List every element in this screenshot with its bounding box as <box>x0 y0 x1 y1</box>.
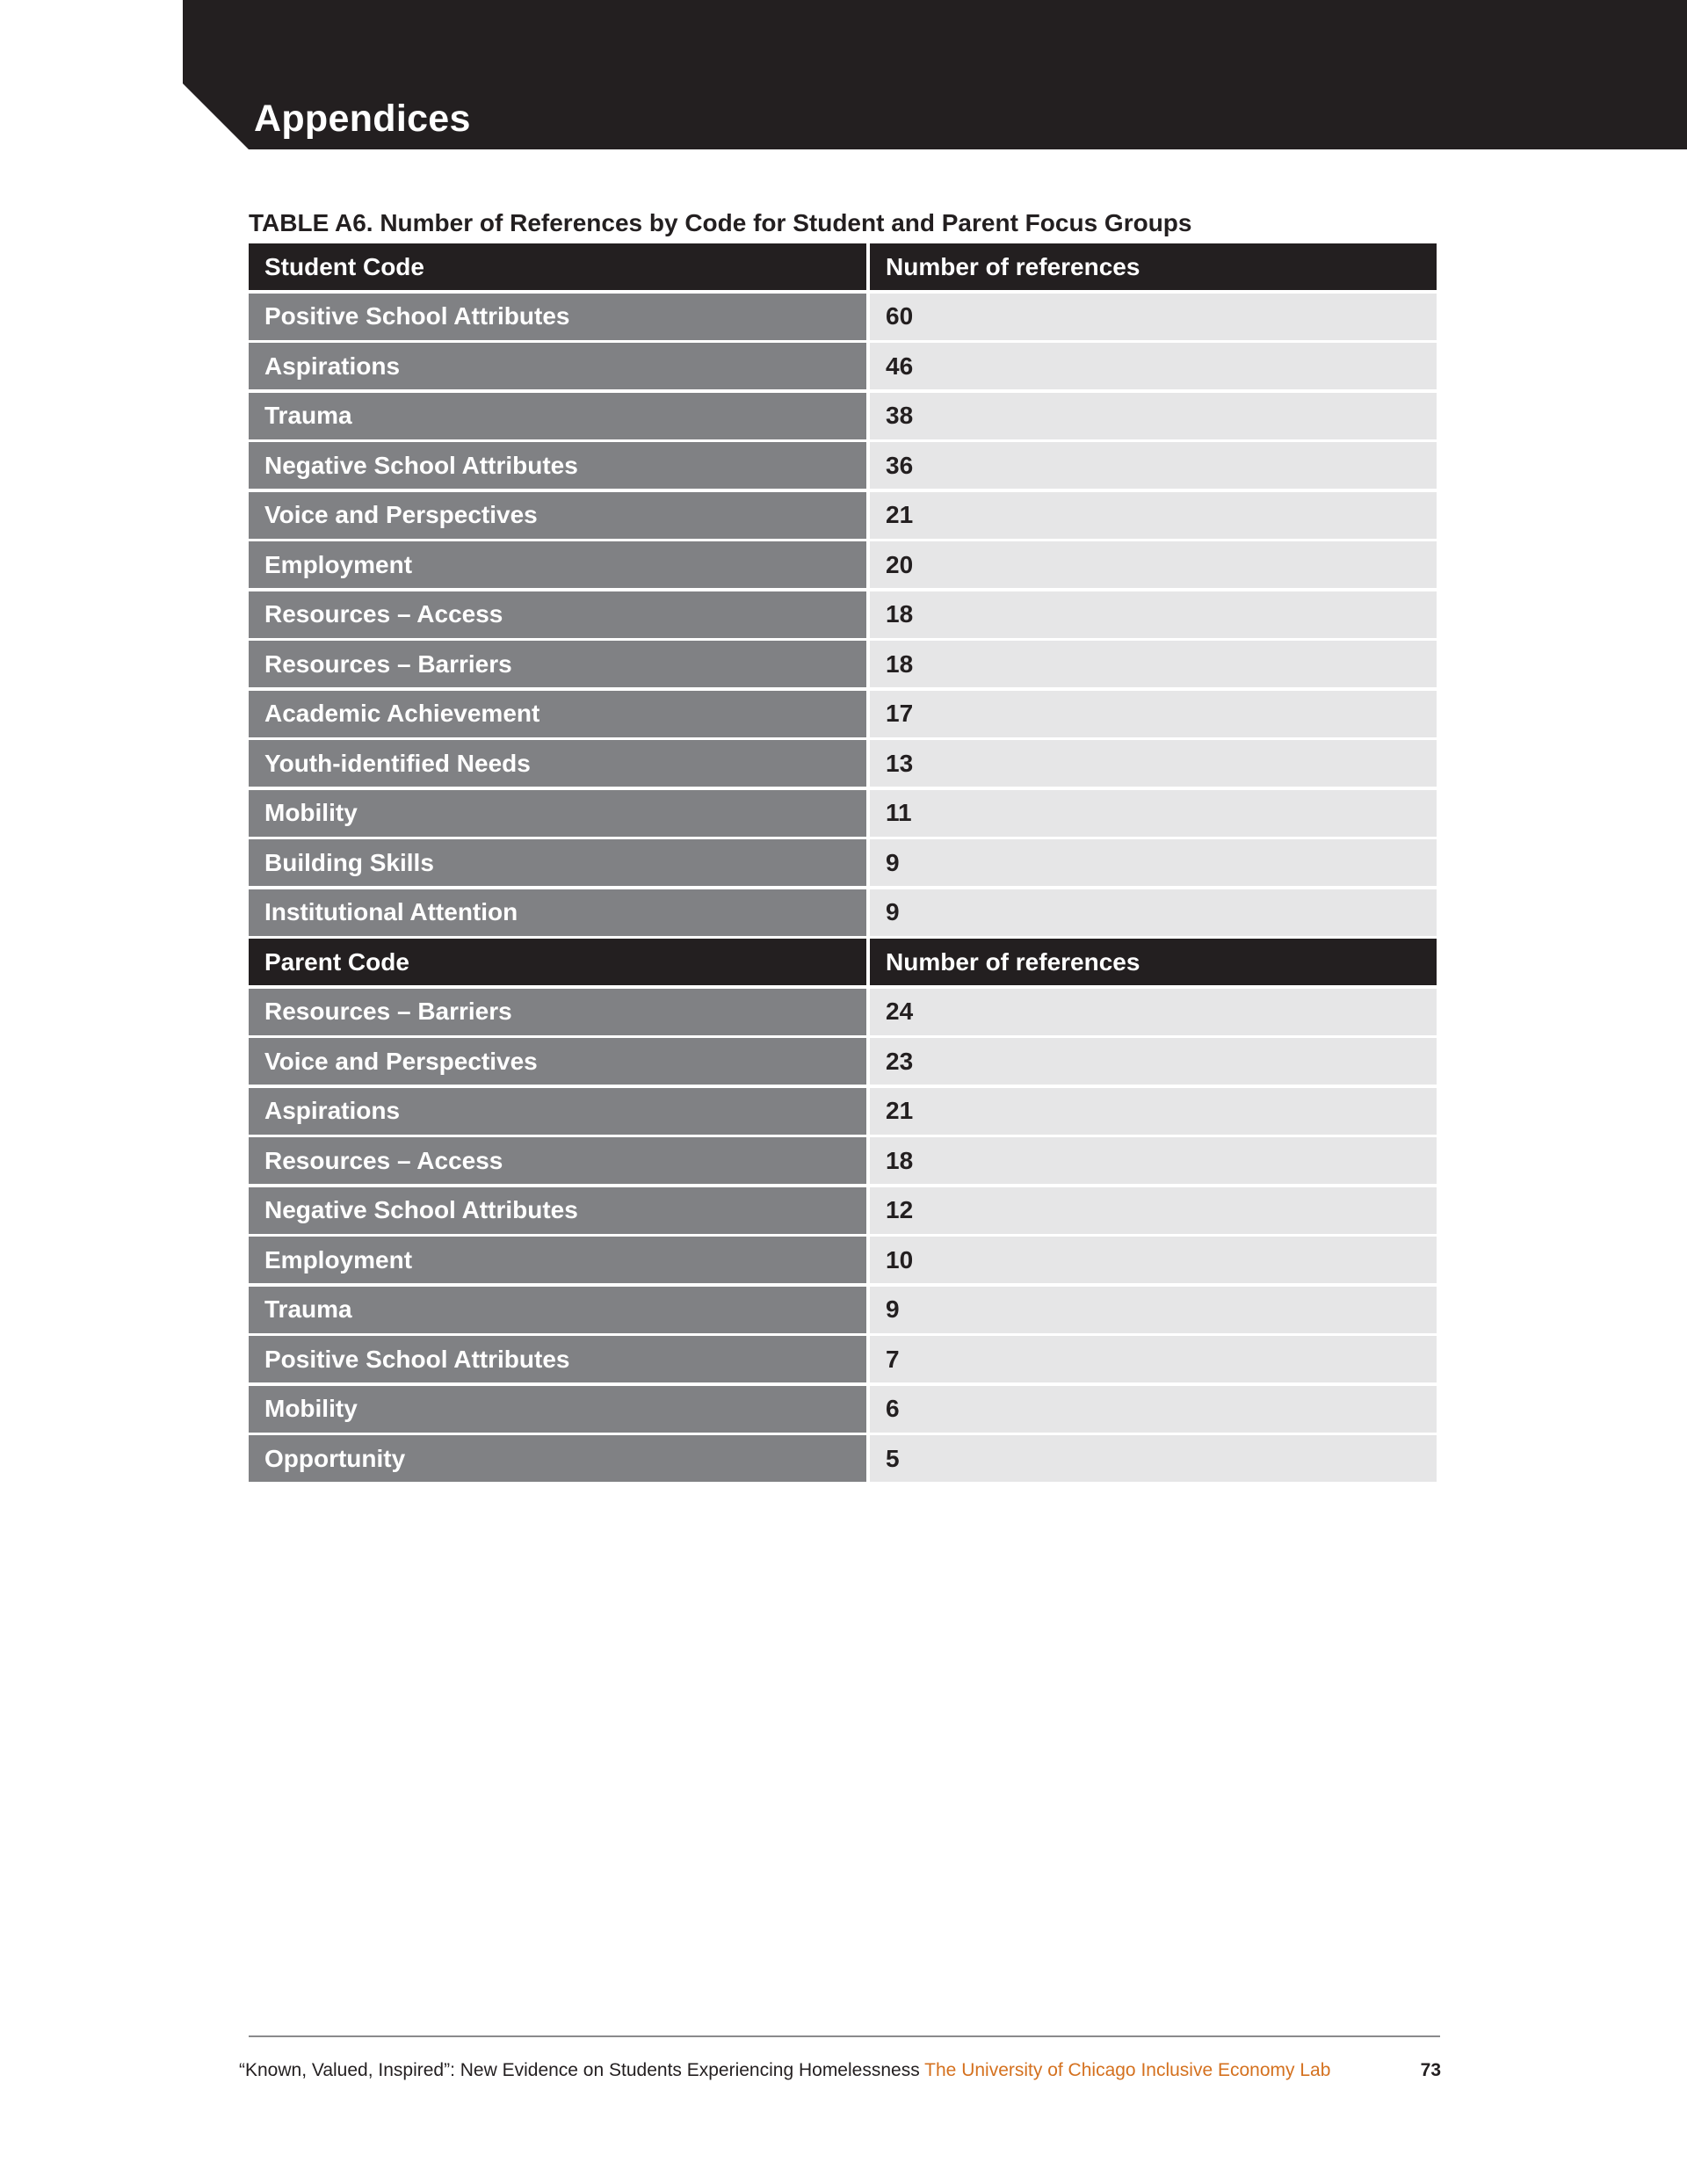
student-header-row <box>249 243 1437 290</box>
count-cell: 20 <box>870 541 1437 588</box>
footer-report-title: “Known, Valued, Inspired”: New Evidence on Students Experiencing Homelessness <box>239 2060 920 2080</box>
count-cell: 46 <box>870 343 1437 389</box>
table-row <box>249 1038 1437 1085</box>
code-cell: Resources – Barriers <box>249 641 866 687</box>
count-cell: 9 <box>870 889 1437 936</box>
count-cell: 9 <box>870 1287 1437 1333</box>
table-row <box>249 442 1437 489</box>
count-cell: 21 <box>870 492 1437 539</box>
table-row <box>249 294 1437 340</box>
footer-divider <box>249 2035 1440 2037</box>
parent-code-header: Parent Code <box>249 939 866 985</box>
count-cell: 11 <box>870 790 1437 837</box>
code-cell: Academic Achievement <box>249 691 866 737</box>
count-cell: 6 <box>870 1386 1437 1433</box>
count-cell: 13 <box>870 740 1437 787</box>
table-row <box>249 691 1437 737</box>
code-cell: Opportunity <box>249 1435 866 1482</box>
code-cell: Institutional Attention <box>249 889 866 936</box>
count-cell: 7 <box>870 1336 1437 1382</box>
table-row <box>249 393 1437 439</box>
table-row <box>249 839 1437 886</box>
parent-count-header: Number of references <box>870 939 1437 985</box>
page-number: 73 <box>1420 2060 1441 2080</box>
code-cell: Positive School Attributes <box>249 294 866 340</box>
count-cell: 21 <box>870 1088 1437 1135</box>
footer-citation <box>239 2058 1330 2083</box>
code-cell: Mobility <box>249 1386 866 1433</box>
table-row <box>249 1287 1437 1333</box>
footer-organization: The University of Chicago Inclusive Economy Lab <box>924 2060 1331 2080</box>
code-cell: Aspirations <box>249 1088 866 1135</box>
table-row <box>249 740 1437 787</box>
code-cell: Trauma <box>249 393 866 439</box>
count-cell: 5 <box>870 1435 1437 1482</box>
count-cell: 24 <box>870 989 1437 1035</box>
count-cell: 10 <box>870 1237 1437 1283</box>
code-cell: Resources – Access <box>249 591 866 638</box>
count-cell: 38 <box>870 393 1437 439</box>
code-cell: Youth-identified Needs <box>249 740 866 787</box>
code-cell: Positive School Attributes <box>249 1336 866 1382</box>
table-row <box>249 541 1437 588</box>
code-cell: Resources – Barriers <box>249 989 866 1035</box>
table-row <box>249 1187 1437 1234</box>
code-cell: Employment <box>249 541 866 588</box>
count-cell: 9 <box>870 839 1437 886</box>
code-cell: Aspirations <box>249 343 866 389</box>
code-cell: Resources – Access <box>249 1137 866 1184</box>
parent-header-row <box>249 939 1437 985</box>
code-cell: Voice and Perspectives <box>249 492 866 539</box>
code-cell: Negative School Attributes <box>249 1187 866 1234</box>
table-caption: TABLE A6. Number of References by Code for Student and Parent Focus Groups <box>249 209 1192 236</box>
count-cell: 23 <box>870 1038 1437 1085</box>
table-row <box>249 1088 1437 1135</box>
table-row <box>249 492 1437 539</box>
code-cell: Employment <box>249 1237 866 1283</box>
count-cell: 18 <box>870 1137 1437 1184</box>
table-row <box>249 1137 1437 1184</box>
table-row <box>249 989 1437 1035</box>
student-count-header: Number of references <box>870 243 1437 290</box>
code-cell: Mobility <box>249 790 866 837</box>
table-row <box>249 591 1437 638</box>
count-cell: 60 <box>870 294 1437 340</box>
table-row <box>249 790 1437 837</box>
table-row <box>249 889 1437 936</box>
count-cell: 12 <box>870 1187 1437 1234</box>
code-cell: Building Skills <box>249 839 866 886</box>
references-table <box>249 243 1437 1485</box>
table-row <box>249 1336 1437 1382</box>
section-title: Appendices <box>254 98 471 140</box>
code-cell: Trauma <box>249 1287 866 1333</box>
student-code-header: Student Code <box>249 243 866 290</box>
count-cell: 36 <box>870 442 1437 489</box>
code-cell: Voice and Perspectives <box>249 1038 866 1085</box>
table-row <box>249 1237 1437 1283</box>
count-cell: 18 <box>870 591 1437 638</box>
table-row <box>249 1386 1437 1433</box>
count-cell: 17 <box>870 691 1437 737</box>
table-row <box>249 641 1437 687</box>
table-row <box>249 1435 1437 1482</box>
table-row <box>249 343 1437 389</box>
count-cell: 18 <box>870 641 1437 687</box>
code-cell: Negative School Attributes <box>249 442 866 489</box>
